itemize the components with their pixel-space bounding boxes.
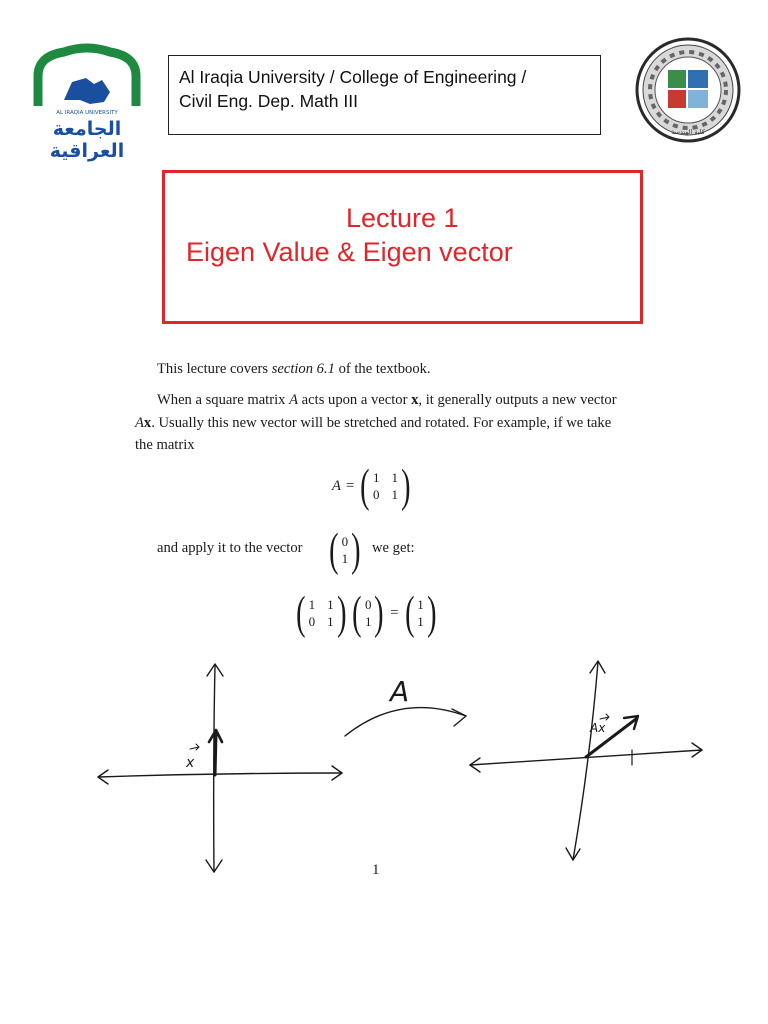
svg-text:العراقية: العراقية: [49, 140, 125, 162]
result-text: we get:: [372, 540, 415, 556]
svg-text:كلية الهندسة: كلية الهندسة: [671, 128, 705, 136]
transform-arrow: [345, 708, 466, 736]
vector-v: ( 0 1 ): [329, 524, 361, 576]
vector-entry: 1: [417, 597, 424, 612]
institution-header-box: [168, 55, 601, 135]
product-equation: ( 1 1 0 1 ) ( 0 1 ) = ( 1 1 ): [296, 587, 437, 639]
al-iraqia-university-logo-icon: [28, 42, 146, 162]
matrix-entry: 0: [373, 487, 380, 502]
apply-text: and apply it to the vector: [157, 540, 303, 556]
svg-text:AL IRAQIA UNIVERSITY: AL IRAQIA UNIVERSITY: [56, 110, 118, 116]
section-reference: section 6.1: [271, 361, 335, 377]
vector-entry: 1: [341, 551, 349, 566]
transform-label: A: [390, 675, 410, 708]
page-number: 1: [372, 862, 380, 878]
matrix-a-entries: [373, 470, 398, 503]
vector-x-arrow: [209, 730, 222, 775]
product-matrix-entries: [309, 597, 334, 630]
matrix-entry: 1: [391, 487, 399, 502]
equals-sign: =: [345, 478, 355, 494]
intro-text-prefix: This lecture covers: [157, 361, 272, 377]
result-vector-entries: [417, 597, 424, 630]
matrix-a-definition: A = ( 1 1 0 1 ): [332, 460, 411, 512]
matrix-entry: 1: [308, 597, 316, 612]
matrix-entry: 0: [308, 614, 316, 629]
vector-x-label: x: [186, 755, 195, 771]
explanation-text: acts upon a vector: [298, 392, 412, 408]
university-logo: [28, 42, 146, 162]
matrix-symbol: A: [289, 392, 299, 408]
college-of-engineering-seal-icon: [632, 36, 744, 144]
lecture-topic: Eigen Value & Eigen vector: [186, 237, 513, 267]
lecture-title-box: [162, 170, 643, 324]
matrix-entry: 1: [327, 597, 334, 612]
equals-sign: =: [390, 605, 399, 621]
transformation-diagram: [0, 640, 768, 880]
vector-symbol: x: [411, 392, 419, 408]
intro-text-suffix: of the textbook.: [334, 361, 431, 377]
matrix-entry: 1: [391, 470, 399, 485]
matrix-symbol: A: [135, 414, 144, 431]
right-axes: [470, 661, 702, 860]
vector-ax-label: Ax: [590, 721, 606, 735]
vector-v-entries: [342, 534, 349, 567]
vector-entry: 1: [417, 614, 424, 629]
vector-symbol: x: [143, 414, 152, 431]
institution-line-1: Al Iraqia University / College of Engineering /: [179, 67, 527, 87]
matrix-entry: 1: [327, 614, 334, 629]
college-seal: [632, 36, 744, 144]
vector-entry: 0: [364, 597, 372, 612]
left-axes: [98, 664, 342, 872]
matrix-entry: 1: [373, 470, 380, 485]
svg-text:الجامعة: الجامعة: [52, 118, 122, 140]
vector-entry: 1: [364, 614, 372, 629]
explanation-paragraph: [135, 389, 627, 457]
explanation-text: . Usually this new vector will be stretched and rotated. For example, if we take the matrix: [135, 414, 612, 453]
explanation-text: When a square matrix: [157, 392, 290, 408]
product-vector-entries: [365, 597, 372, 630]
lecture-number: Lecture 1: [346, 203, 459, 233]
institution-line-2: Civil Eng. Dep. Math III: [179, 91, 358, 111]
matrix-label: A: [332, 478, 341, 494]
intro-paragraph: [157, 361, 431, 378]
explanation-text: , it generally outputs a new vector: [418, 392, 617, 408]
vector-entry: 0: [341, 534, 349, 549]
